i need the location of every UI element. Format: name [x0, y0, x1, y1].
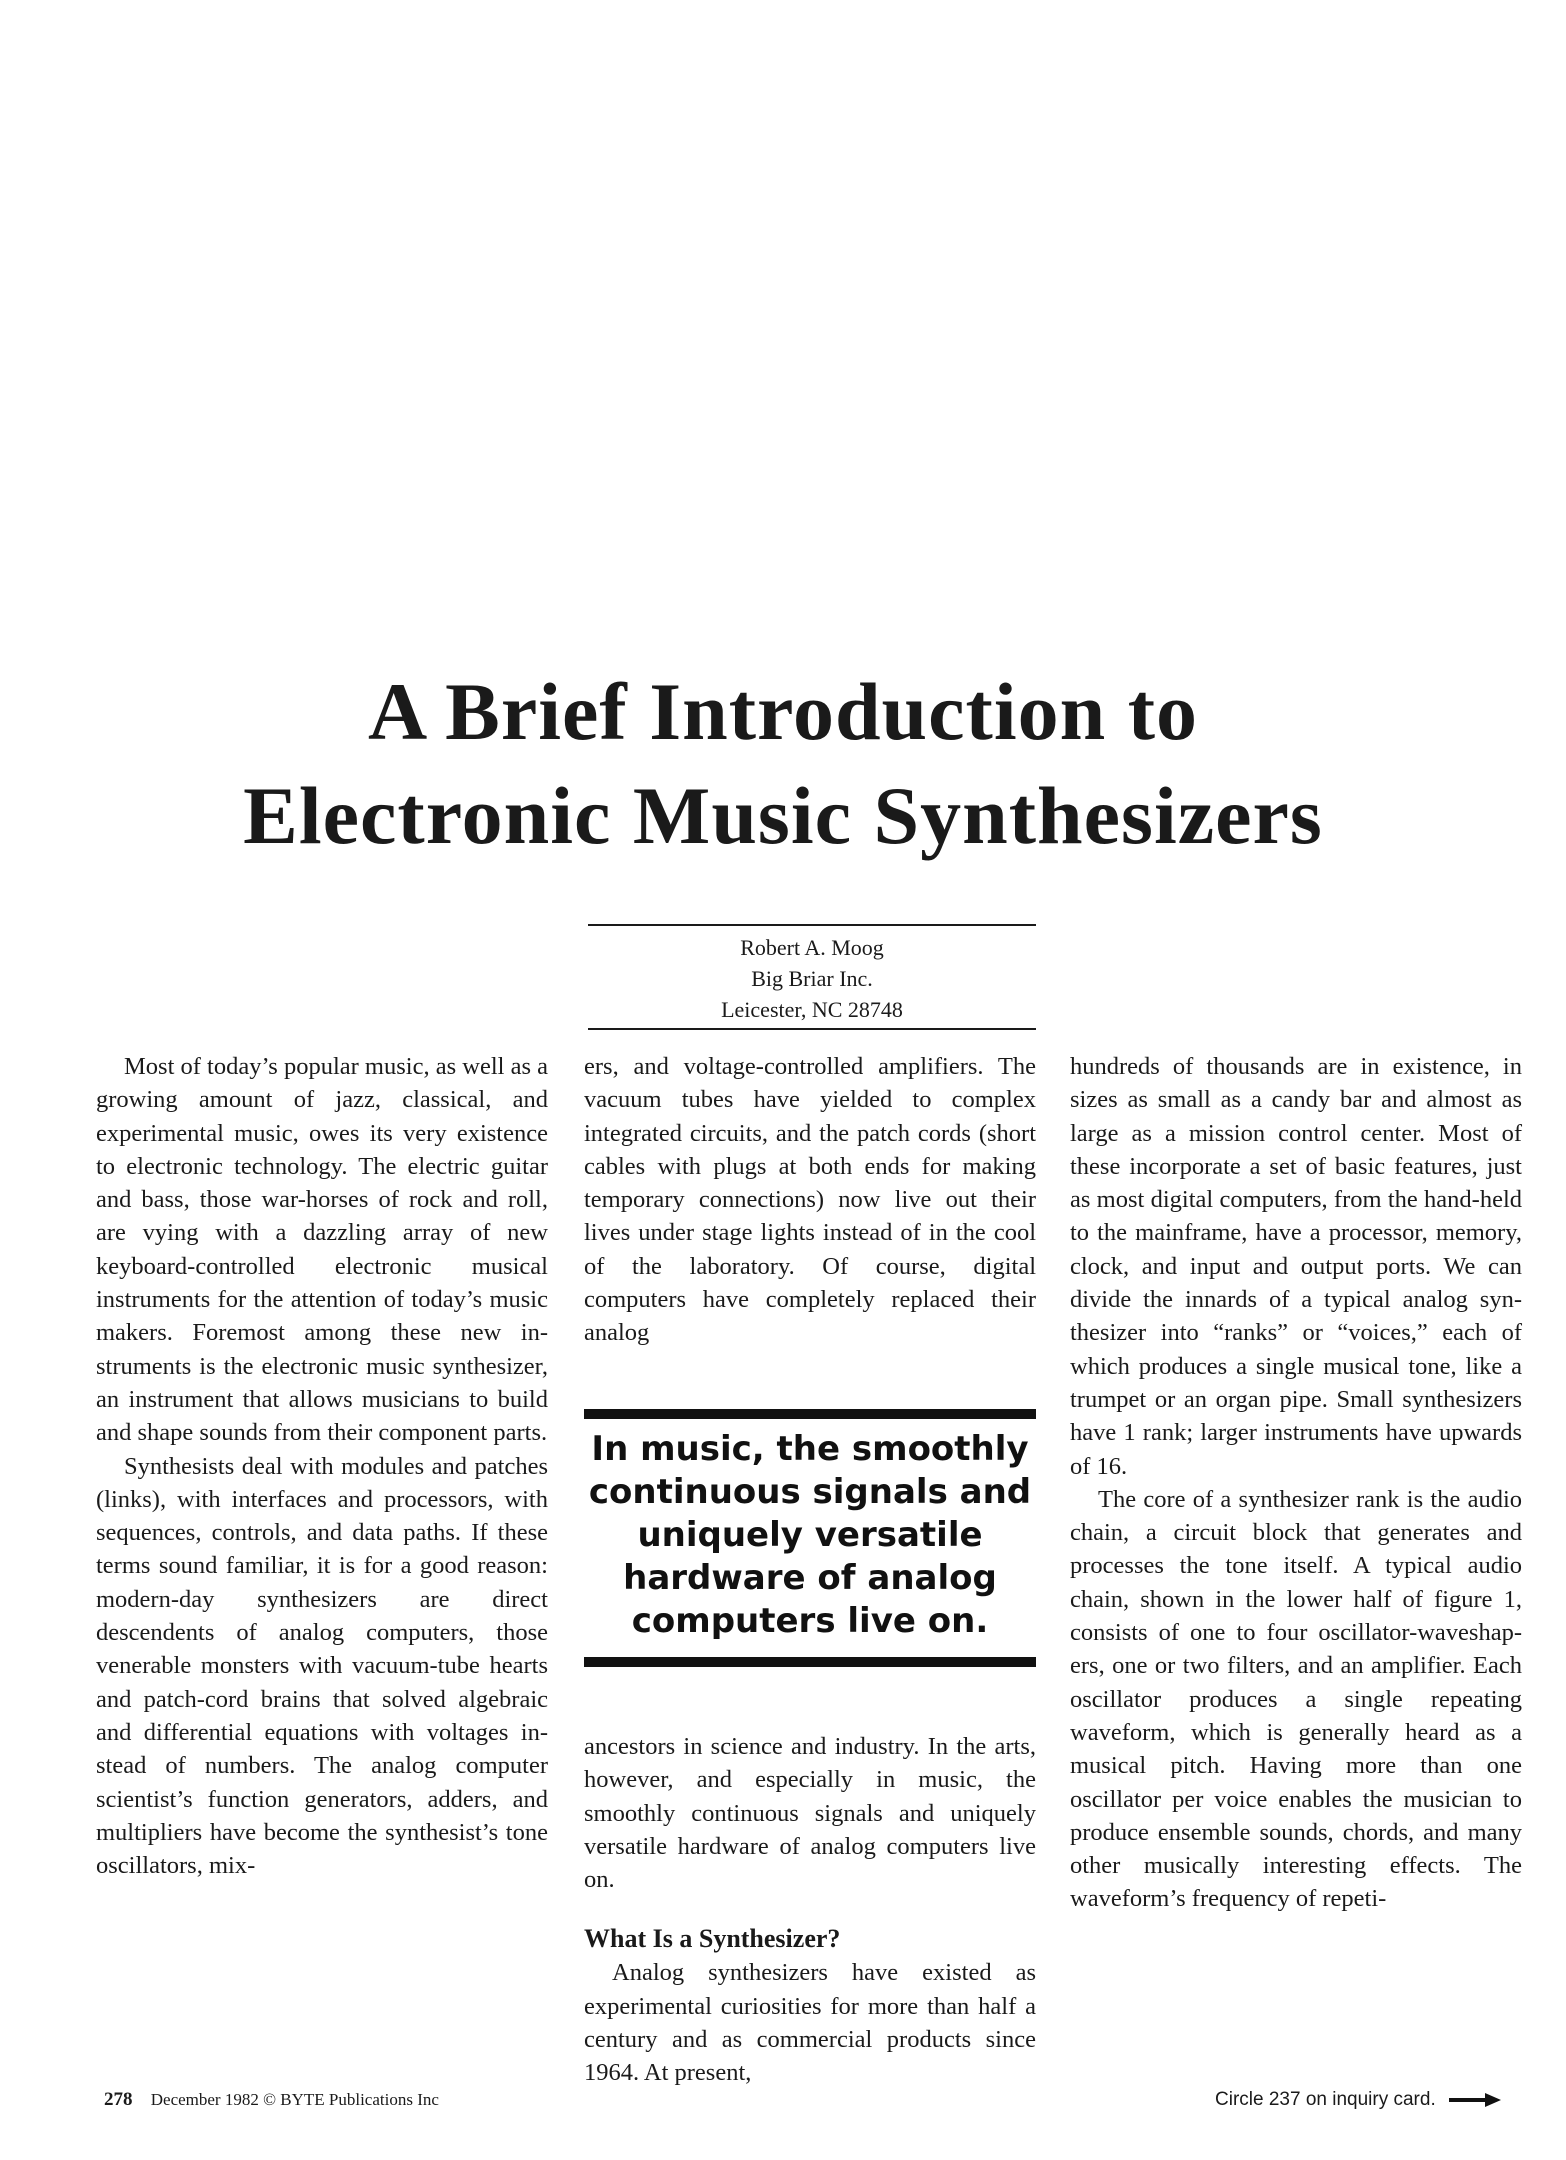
author-affiliation: Big Briar Inc. — [751, 966, 873, 991]
publication-line: December 1982 © BYTE Publications Inc — [150, 2090, 439, 2109]
title-line-1: A Brief Introduction to — [367, 666, 1199, 757]
col2-paragraph-1: ers, and voltage-controlled amplifiers. The vacuum tubes have yielded to complex integrated circuits, and the patch cords (short cables with plugs at both ends for making temporary connections) now live out their lives under stage lights instead of in the cool of the laboratory. Of course, digital computers have completely replaced their analog — [584, 1053, 1036, 1347]
author-location: Leicester, NC 28748 — [721, 997, 903, 1022]
right-arrow-icon — [1449, 2092, 1501, 2108]
title-line-2: Electronic Music Synthesizers — [243, 770, 1323, 861]
column-2-bottom — [584, 1730, 1036, 2090]
col1-paragraph-1: Most of today’s popular music, as well as a growing amount of jazz, classical, and experimental music, owes its very existence to electronic technology. The electric guitar and bass, those war-horses of rock and roll, are vying with a dazzling array of new keyboard-controlled electronic musical instruments for the attention of today’s music makers. Foremost among these new instruments is the electronic music synthesizer, an instrument that allows musicians to build and shape sounds from their component parts. — [96, 1053, 548, 1447]
column-1 — [96, 1050, 548, 1882]
col2-paragraph-2: ancestors in science and industry. In the arts, however, and especially in music, the smoothly continuous signals and uniquely versatile hardware of analog computers live on. — [584, 1733, 1036, 1894]
col2-paragraph-3: Analog synthesizers have existed as experimental curiosities for more than half a century and as commercial products since 1964. At present, — [584, 1959, 1036, 2087]
pull-quote: In music, the smoothly continuous signals and uniquely versatile hardware of analog computers live on. — [588, 1429, 1032, 1641]
byline-bottom-rule — [588, 1028, 1036, 1030]
author-name: Robert A. Moog — [740, 935, 884, 960]
inquiry-text: Circle 237 on inquiry card. — [1215, 2089, 1436, 2110]
pullquote-top-rule — [584, 1409, 1036, 1419]
column-2-top — [584, 1050, 1036, 1350]
col3-paragraph-2: The core of a synthesizer rank is the audio chain, a circuit block that generates and processes the tone itself. A typical audio chain, shown in the lower half of figure 1, consists of one to four oscillator-waveshapers, one or two filters, and an amplifier. Each oscillator produces a single repeating waveform, which is generally heard as a musical pitch. Having more than one oscillator per voice enables the musician to produce ensemble sounds, chords, and many other musically interesting effects. The waveform’s frequency of repeti- — [1070, 1485, 1522, 1913]
col1-paragraph-2: Synthesists deal with modules and patches (links), with interfaces and processors, with sequences, controls, and data paths. If these terms sound familiar, it is for a good reason: modern-day synthesizers are direct descendents of analog computers, those venerable monsters with vacuum-tube hearts and patch-cord brains that solved algebraic and differential equations with voltages instead of numbers. The analog computer scientist’s function generators, adders, and multipliers have become the synthesist’s tone oscillators, mix- — [96, 1452, 548, 1880]
page-footer — [104, 2088, 439, 2112]
col3-paragraph-1: hundreds of thousands are in existence, in sizes as small as a candy bar and almost as large as a mission control center. Most of these incorporate a set of basic features, just as most digital computers, from the hand-held to the mainframe, have a processor, memory, clock, and input and output ports. We can divide the innards of a typical analog synthesizer into “ranks” or “voices,” each of which produces a single musical tone, like a trumpet or an organ pipe. Small synthesizers have 1 rank; larger instruments have upwards of 16. — [1070, 1053, 1522, 1480]
pullquote-bottom-rule — [584, 1657, 1036, 1667]
inquiry-note — [1215, 2088, 1520, 2112]
page-number: 278 — [104, 2089, 133, 2110]
section-heading: What Is a Synthesizer? — [584, 1924, 841, 1954]
byline — [588, 932, 1036, 1025]
article-title — [60, 660, 1506, 868]
column-3 — [1070, 1050, 1522, 1916]
byline-top-rule — [588, 924, 1036, 926]
